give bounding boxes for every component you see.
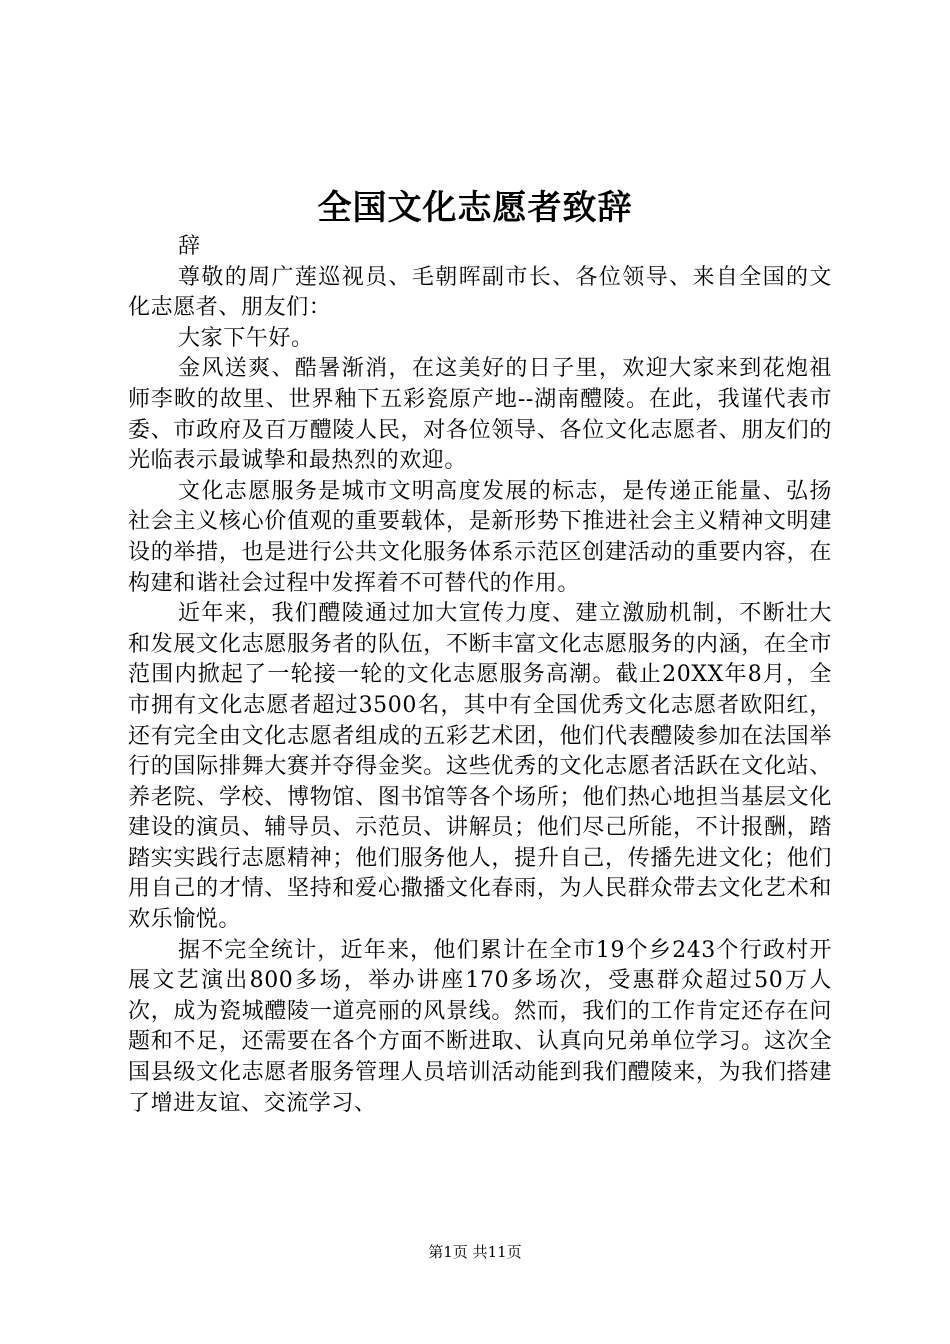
page-footer: 第1页 共11页	[428, 1243, 522, 1261]
document-body	[128, 232, 832, 1119]
paragraph-statistics: 据不完全统计，近年来，他们累计在全市19个乡243个行政村开展文艺演出800多场，举办讲座170多场次，受惠群众超过50万人次，成为瓷城醴陵一道亮丽的风景线。然而，我们的工作肯定还存在问题和不足，还需要在各个方面不断进取、认真向兄弟单位学习。这次全国县级文化志愿者服务管理人员培训活动能到我们醴陵来，为我们搭建了增进友谊、交流学习、	[128, 937, 832, 1116]
paragraph-salutation: 尊敬的周广莲巡视员、毛朝晖副市长、各位领导、来自全国的文化志愿者、朋友们：	[128, 264, 832, 321]
paragraph-volunteer-service: 文化志愿服务是城市文明高度发展的标志，是传递正能量、弘扬社会主义核心价值观的重要载体，是新形势下推进社会主义精神文明建设的举措，也是进行公共文化服务体系示范区创建活动的重要内容，在构建和谐社会过程中发挥着不可替代的作用。	[128, 478, 832, 596]
paragraph-good-afternoon: 大家下午好。	[178, 325, 314, 351]
paragraph-welcome: 金风送爽、酷暑渐消，在这美好的日子里，欢迎大家来到花炮祖师李畋的故里、世界釉下五彩瓷原产地--湖南醴陵。在此，我谨代表市委、市政府及百万醴陵人民，对各位领导、各位文化志愿者、朋友们的光临表示最诚挚和最热烈的欢迎。	[128, 356, 832, 474]
paragraph-greeting-word: 辞	[178, 234, 201, 259]
paragraph-recent-years: 近年来，我们醴陵通过加大宣传力度、建立激励机制，不断壮大和发展文化志愿服务者的队伍，不断丰富文化志愿服务的内涵，在全市范围内掀起了一轮接一轮的文化志愿服务高潮。截止20XX年8月，全市拥有文化志愿者超过3500名，其中有全国优秀文化志愿者欧阳红，还有完全由文化志愿者组成的五彩艺术团，他们代表醴陵参加在法国举行的国际排舞大赛并夺得金奖。这些优秀的文化志愿者活跃在文化站、养老院、学校、博物馆、图书馆等各个场所；他们热心地担当基层文化建设的演员、辅导员、示范员、讲解员；他们尽己所能，不计报酬，踏踏实实践行志愿精神；他们服务他人，提升自己，传播先进文化；他们用自己的才情、坚持和爱心撒播文化春雨，为人民群众带去文化艺术和欢乐愉悦。	[128, 601, 832, 933]
document-title: 全国文化志愿者致辞	[317, 188, 633, 228]
